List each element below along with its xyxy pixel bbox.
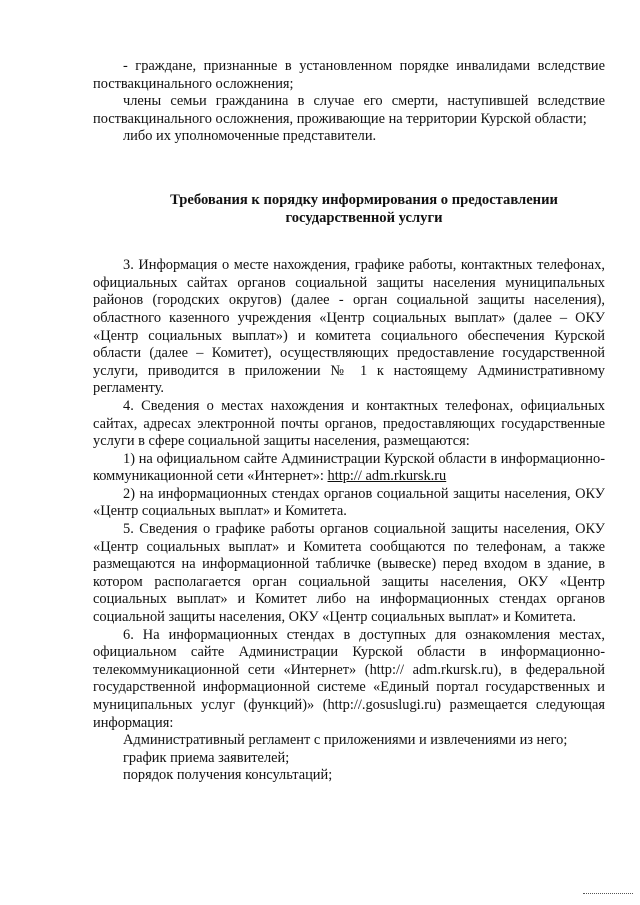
paragraph-6: 6. На информационных стендах в доступных для ознакомления местах, официальном сайте Администрации Курской области в информационно-телекоммуникационной сети «Интернет» (http:// adm.rkursk.ru), в федеральной государственной информационной системе «Единый портал государственных и муниципальных услуг (функций)» (http://.gosuslugi.ru) размещается следующая информация: [93, 626, 605, 731]
paragraph-5: 5. Сведения о графике работы органов социальной защиты населения, ОКУ «Центр социальных выплат» и Комитета сообщаются по телефонам, а также размещаются на информационной табличке (вывеске) перед входом в здание, в котором располагается орган социальной защиты населения, ОКУ «Центр социальных выплат» и Комитет либо на информационных стендах органов социальной защиты населения, ОКУ «Центр социальных выплат» и Комитета. [93, 521, 605, 626]
intro-item-representatives: либо их уполномоченные представители. [123, 128, 377, 145]
intro-item-disabled-citizens: - граждане, признанные в установленном порядке инвалидами вследствие поствакцинального осложнения; [93, 58, 605, 92]
section-heading-line2: государственной услуги [285, 209, 443, 226]
list-item: порядок получения консультаций; [123, 767, 333, 784]
section-heading [93, 192, 605, 227]
paragraph-3: 3. Информация о месте нахождения, графике работы, контактных телефонах, официальных сайтах органов социальной защиты населения муниципальных районов (городских округов) (далее - орган социальной защиты населения), областного казенного учреждения «Центр социальных выплат» (далее – ОКУ «Центр социальных выплат») и комитета социального обеспечения Курской области (далее – Комитет), осуществляющих предоставление государственной услуги, приводится в приложении № 1 к настоящему Административному регламенту. [93, 257, 605, 397]
page-edge-mark [583, 893, 633, 895]
document-page [93, 58, 605, 785]
list-item: график приема заявителей; [123, 749, 290, 766]
paragraph-4-item-2: 2) на информационных стендах органов социальной защиты населения, ОКУ «Центр социальных выплат» и Комитета. [93, 485, 605, 520]
intro-item-family-members: члены семьи гражданина в случае его смерти, наступившей вследствие поствакцинального осложнения, проживающие на территории Курской области; [93, 93, 605, 127]
paragraph-4-item-1-text: 1) на официальном сайте Администрации Курской области в информационно-коммуникационной сети «Интернет»: [93, 450, 605, 485]
paragraph-4-item-1 [93, 451, 605, 486]
list-item: Административный регламент с приложениями и извлечениями из него; [123, 732, 568, 749]
section-heading-line1: Требования к порядку информирования о предоставлении [170, 191, 558, 208]
paragraph-4: 4. Сведения о местах нахождения и контактных телефонах, официальных сайтах, адресах электронной почты органов, предоставляющих государственные услуги в сфере социальной защиты населения, размещаются: [93, 397, 605, 450]
adm-rkursk-link[interactable]: http:// adm.rkursk.ru [327, 468, 447, 485]
